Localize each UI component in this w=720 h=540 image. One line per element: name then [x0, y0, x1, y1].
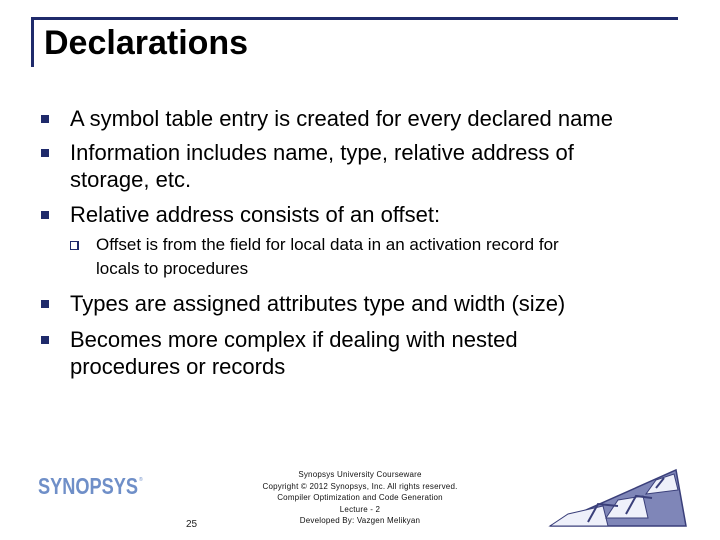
cic-triangle-logo: [548, 466, 688, 528]
svg-text:SYNOPSYS: SYNOPSYS: [38, 473, 138, 498]
svg-text:®: ®: [139, 477, 143, 483]
sub-bullet-item: Offset is from the field for local data in an activation record for: [96, 235, 559, 254]
bullet-item: Becomes more complex if dealing with nested: [70, 327, 518, 352]
bullet-item: Information includes name, type, relative address of: [70, 140, 574, 165]
footer-line: Compiler Optimization and Code Generation: [277, 493, 443, 503]
bullet-item: Relative address consists of an offset:: [70, 202, 441, 227]
footer-line: Developed By: Vazgen Melikyan: [299, 516, 421, 526]
footer-line: Lecture - 2: [339, 504, 381, 514]
sub-bullet-continuation: locals to procedures: [96, 259, 249, 278]
hollow-square-icon: [70, 241, 79, 250]
slide-title: Declarations: [44, 24, 249, 62]
square-bullet-icon: [41, 336, 49, 344]
bullet-item-continuation: storage, etc.: [70, 167, 192, 192]
square-bullet-icon: [41, 115, 49, 123]
footer-credits: [240, 469, 480, 527]
bullet-item: A symbol table entry is created for every declared name: [70, 106, 613, 131]
footer-line: Copyright © 2012 Synopsys, Inc. All rights reserved.: [262, 481, 458, 491]
square-bullet-icon: [41, 149, 49, 157]
square-bullet-icon: [41, 211, 49, 219]
page-number: 25: [186, 519, 198, 530]
square-bullet-icon: [41, 300, 49, 308]
bullet-item-continuation: procedures or records: [70, 354, 286, 379]
footer-line: Synopsys University Courseware: [298, 470, 422, 479]
bullet-item: Types are assigned attributes type and width (size): [70, 291, 566, 316]
synopsys-logo: [38, 472, 144, 498]
